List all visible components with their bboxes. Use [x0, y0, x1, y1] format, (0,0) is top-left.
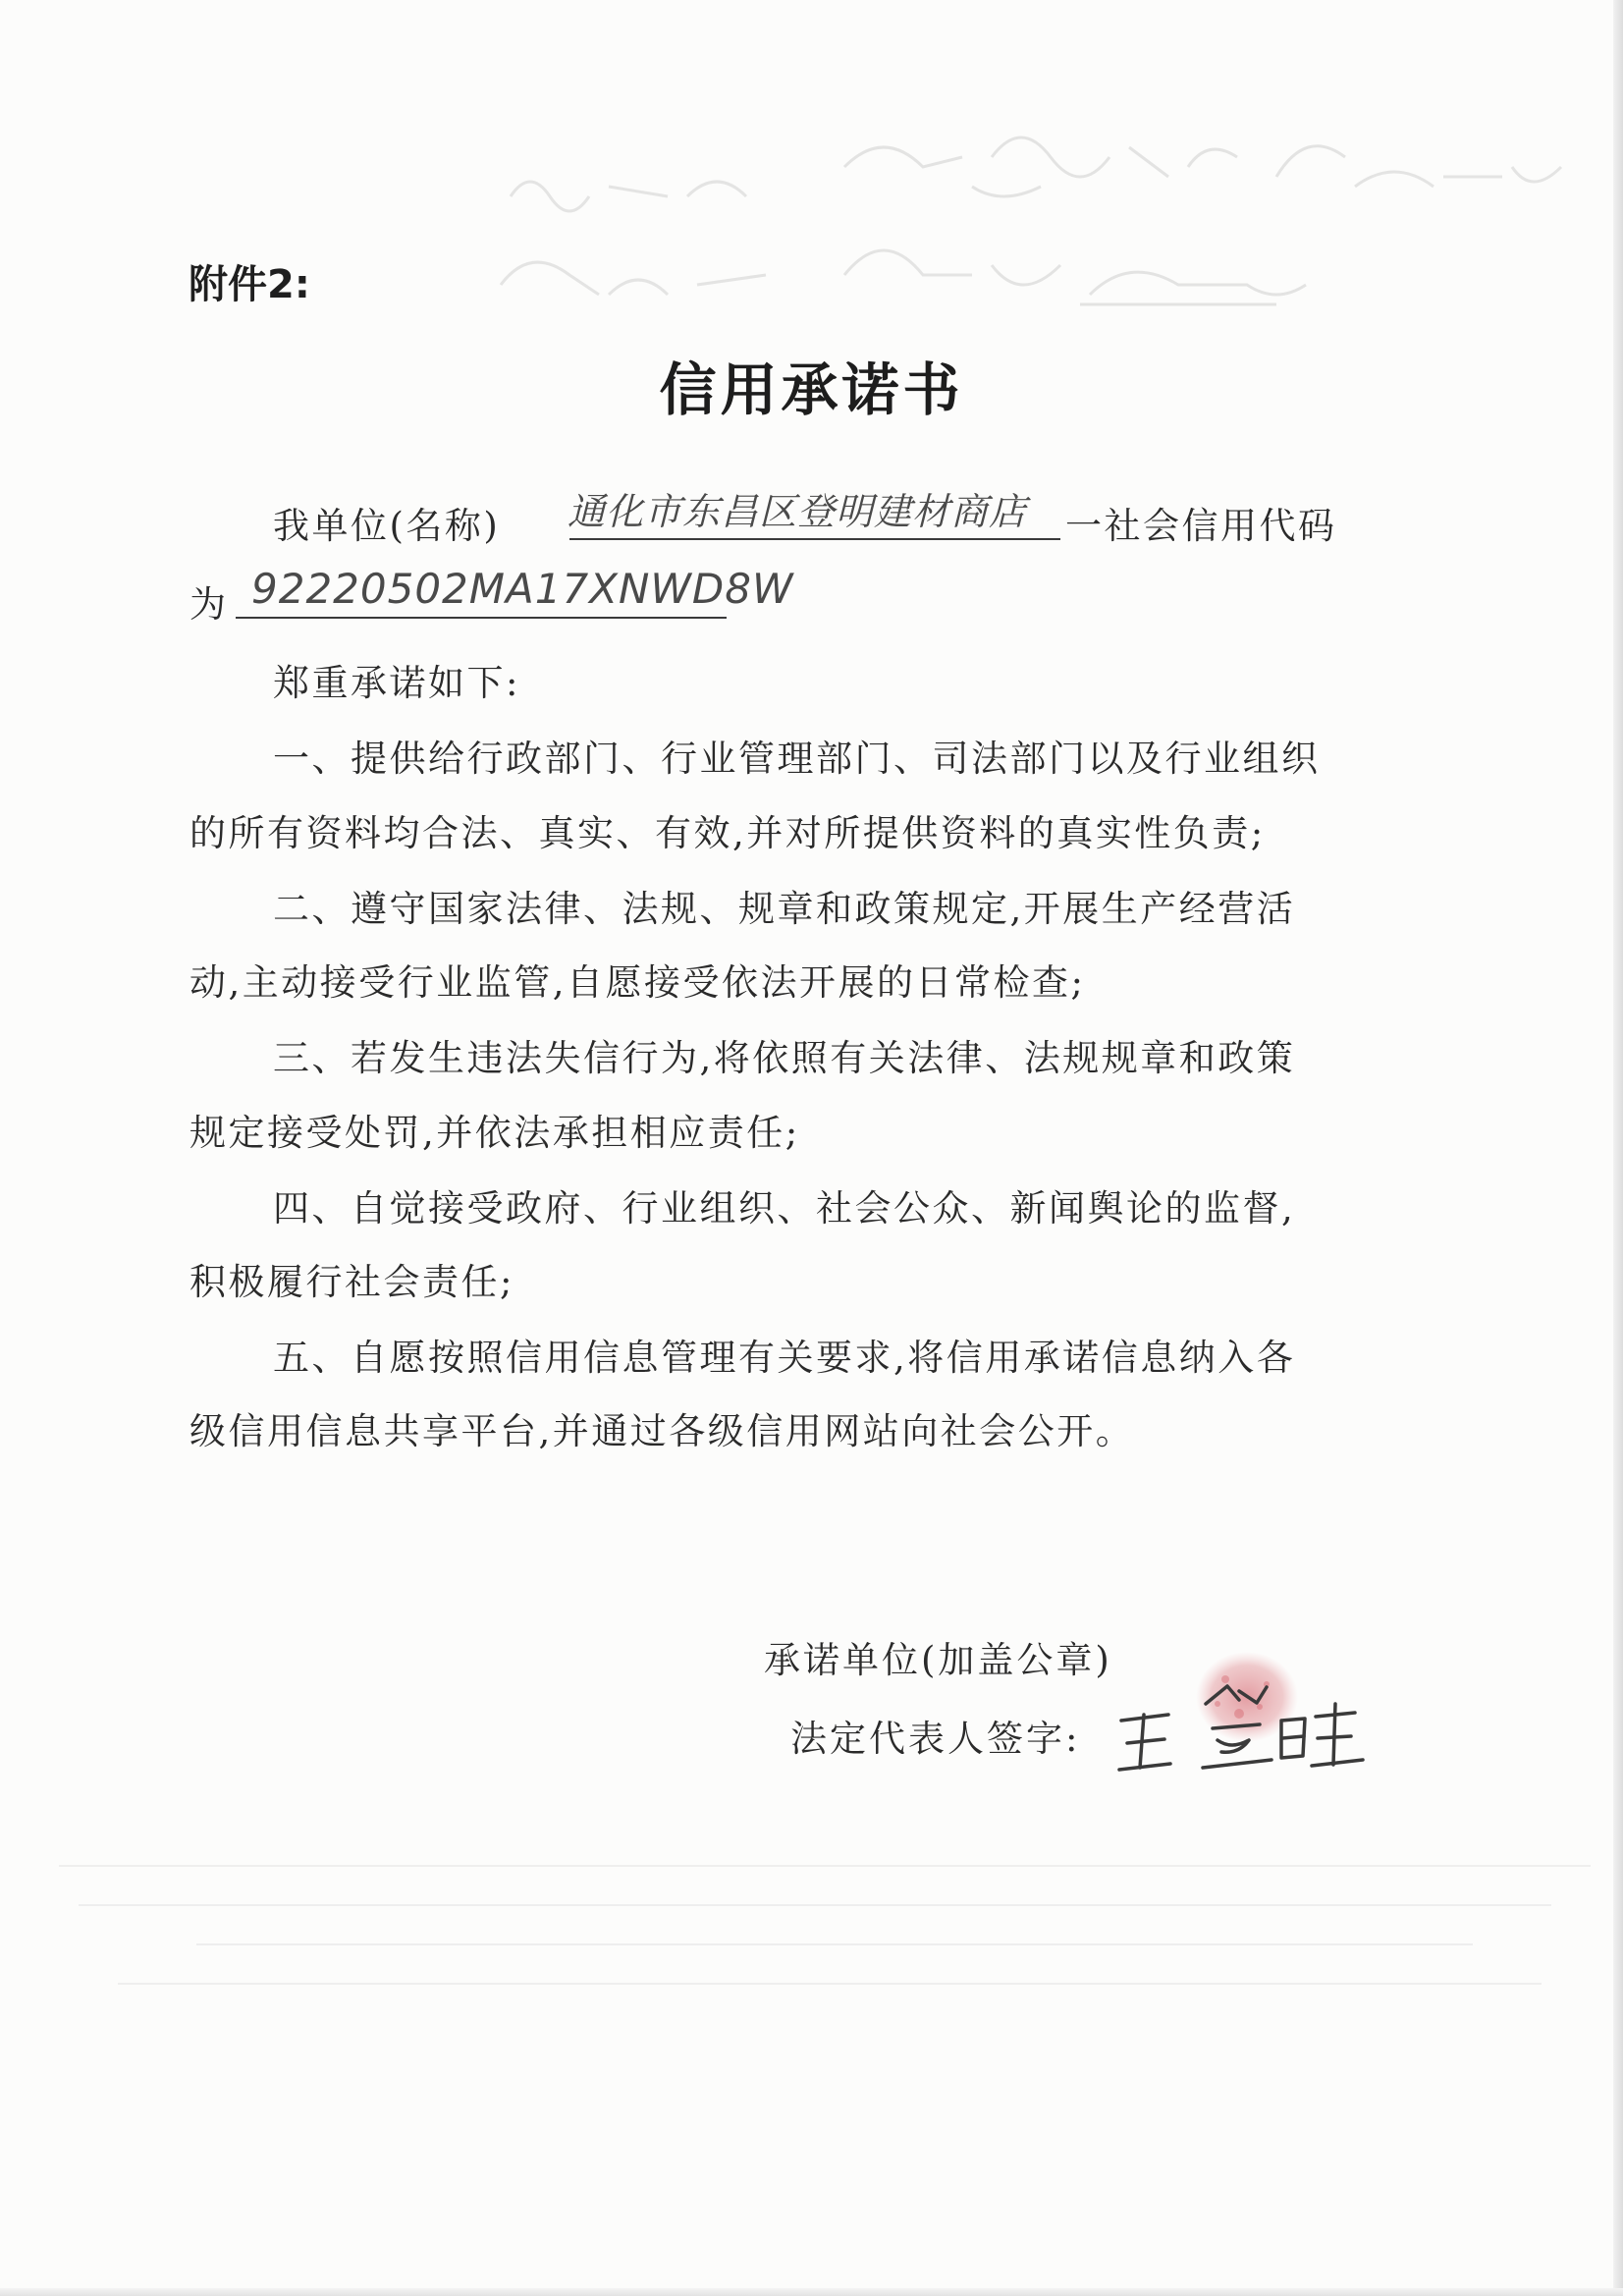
item-3-line-1: 三、若发生违法失信行为,将依照有关法律、法规规章和政策: [273, 1037, 1296, 1079]
item-4-line-2: 积极履行社会责任;: [189, 1261, 514, 1303]
unit-name-underline: [569, 538, 1060, 540]
legal-rep-label: 法定代表人签字:: [790, 1718, 1081, 1760]
attachment-label: 附件2:: [189, 262, 310, 307]
promise-intro: 郑重承诺如下:: [273, 662, 520, 704]
item-5-line-2: 级信用信息共享平台,并通过各级信用网站向社会公开。: [189, 1410, 1135, 1452]
unit-name-prefix: 我单位(名称): [273, 505, 501, 547]
scan-edge-bottom: [0, 2288, 1623, 2296]
unit-name-suffix: 一社会信用代码: [1065, 505, 1337, 547]
item-1-line-2: 的所有资料均合法、真实、有效,并对所提供资料的真实性负责;: [189, 812, 1266, 854]
item-4-line-1: 四、自觉接受政府、行业组织、社会公众、新闻舆论的监督,: [273, 1187, 1296, 1230]
item-3-line-2: 规定接受处罚,并依法承担相应责任;: [189, 1112, 800, 1154]
item-1-line-1: 一、提供给行政部门、行业管理部门、司法部门以及行业组织: [273, 738, 1321, 780]
credit-code-prefix: 为: [189, 583, 229, 626]
credit-code-underline: [236, 617, 727, 619]
item-2-line-2: 动,主动接受行业监管,自愿接受依法开展的日常检查;: [189, 961, 1086, 1004]
committing-unit-label: 承诺单位(加盖公章): [764, 1639, 1112, 1681]
document-title: 信用承诺书: [659, 356, 964, 423]
item-5-line-1: 五、自愿按照信用信息管理有关要求,将信用承诺信息纳入各: [273, 1337, 1296, 1379]
credit-code-handwritten: 92220502MA17XNWD8W: [251, 565, 794, 613]
unit-name-handwritten: 通化市东昌区登明建材商店: [568, 490, 1028, 533]
item-2-line-1: 二、遵守国家法律、法规、规章和政策规定,开展生产经营活: [273, 888, 1296, 930]
